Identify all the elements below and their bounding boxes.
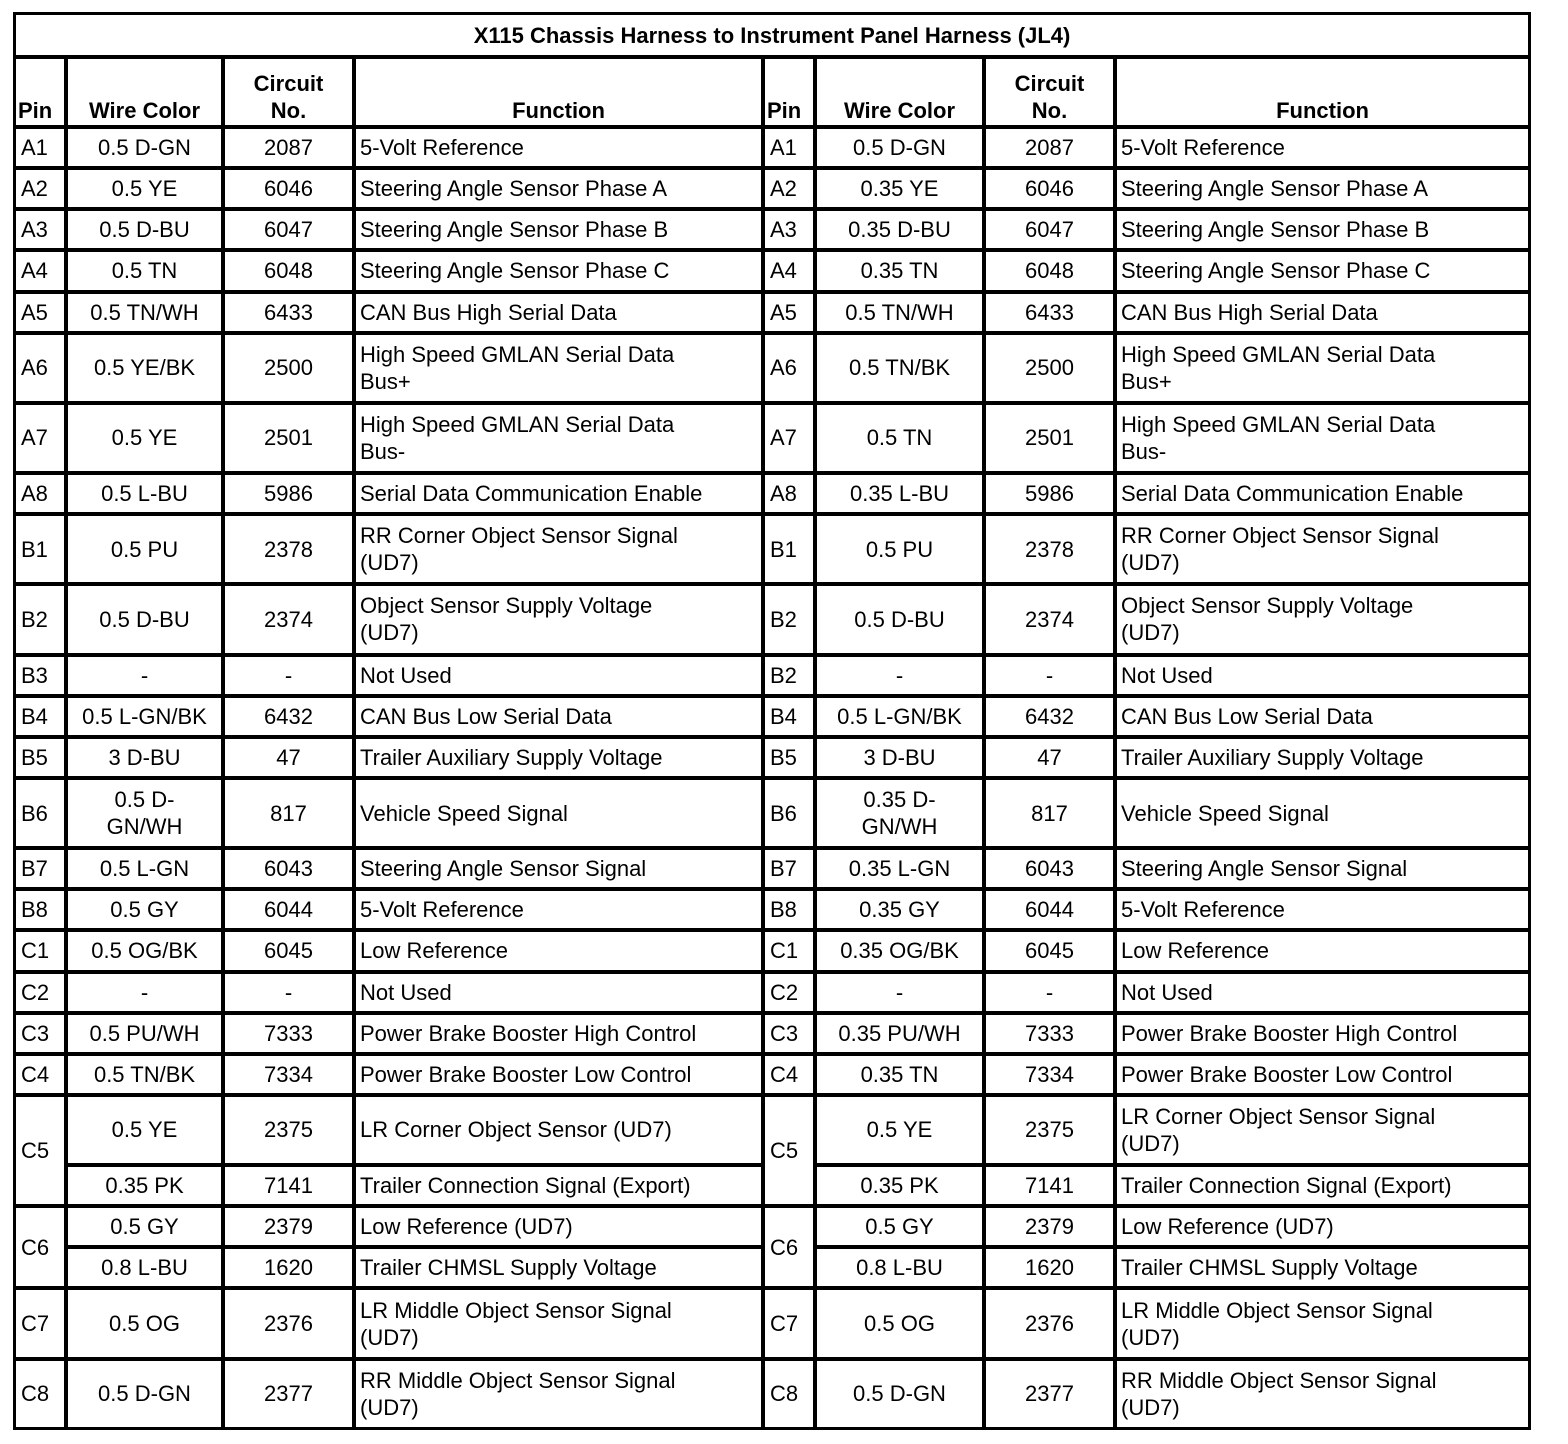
table-row [14, 1054, 1530, 1095]
right-function-cell: Low Reference (UD7) [1115, 1206, 1530, 1247]
left-pin-cell: A1 [14, 127, 66, 168]
right-circuit-no-cell: 2379 [984, 1206, 1115, 1247]
left-function-cell: Serial Data Communication Enable [354, 473, 763, 514]
right-function-cell: Trailer Connection Signal (Export) [1115, 1165, 1530, 1206]
right-circuit-no-cell: - [984, 972, 1115, 1013]
left-pin-cell: C4 [14, 1054, 66, 1095]
right-circuit-no-cell: 47 [984, 737, 1115, 778]
right-circuit-no-cell: 2501 [984, 403, 1115, 473]
right-wire-color-cell: 0.5 D-GN [815, 1359, 984, 1429]
right-pin-cell: C8 [763, 1359, 815, 1429]
pinout-rows [14, 127, 1530, 1429]
right-wire-color-cell: - [815, 972, 984, 1013]
left-circuit-no-cell: 47 [223, 737, 354, 778]
right-circuit-no-cell: 2500 [984, 333, 1115, 403]
left-wire-color-cell: 0.5 OG/BK [66, 930, 223, 971]
left-function-cell: Steering Angle Sensor Phase C [354, 250, 763, 291]
header-pin: Pin [14, 57, 66, 127]
left-pin-cell: A3 [14, 209, 66, 250]
left-function-cell: Vehicle Speed Signal [354, 778, 763, 848]
right-wire-color-cell: 0.35 L-BU [815, 473, 984, 514]
header-wire-color: Wire Color [815, 57, 984, 127]
right-function-cell: Power Brake Booster High Control [1115, 1013, 1530, 1054]
right-function-cell: LR Corner Object Sensor Signal (UD7) [1115, 1095, 1530, 1165]
left-function-cell: Object Sensor Supply Voltage (UD7) [354, 584, 763, 654]
table-row [14, 1359, 1530, 1429]
left-pin-cell: C7 [14, 1288, 66, 1358]
right-circuit-no-cell: 6044 [984, 889, 1115, 930]
right-wire-color-cell: 0.8 L-BU [815, 1247, 984, 1288]
right-wire-color-cell: 0.35 PU/WH [815, 1013, 984, 1054]
right-pin-cell: B2 [763, 655, 815, 696]
left-circuit-no-cell: 2376 [223, 1288, 354, 1358]
left-circuit-no-cell: 7334 [223, 1054, 354, 1095]
connector-pinout-table [13, 12, 1531, 1430]
right-circuit-no-cell: 6045 [984, 930, 1115, 971]
right-wire-color-cell: 0.35 GY [815, 889, 984, 930]
left-function-cell: High Speed GMLAN Serial Data Bus- [354, 403, 763, 473]
right-wire-color-cell: 0.5 D-BU [815, 584, 984, 654]
right-circuit-no-cell: 6432 [984, 696, 1115, 737]
right-pin-cell: B5 [763, 737, 815, 778]
right-wire-color-cell: 0.5 L-GN/BK [815, 696, 984, 737]
left-circuit-no-cell: 2379 [223, 1206, 354, 1247]
right-circuit-no-cell: 2378 [984, 514, 1115, 584]
left-function-cell: High Speed GMLAN Serial Data Bus+ [354, 333, 763, 403]
table-row [14, 778, 1530, 848]
left-wire-color-cell: 0.5 L-BU [66, 473, 223, 514]
left-pin-cell: B2 [14, 584, 66, 654]
right-function-cell: Steering Angle Sensor Phase C [1115, 250, 1530, 291]
right-circuit-no-cell: 2087 [984, 127, 1115, 168]
left-pin-cell: A2 [14, 168, 66, 209]
right-function-cell: Power Brake Booster Low Control [1115, 1054, 1530, 1095]
table-row [14, 584, 1530, 654]
right-circuit-no-cell: 7333 [984, 1013, 1115, 1054]
left-circuit-no-cell: 6048 [223, 250, 354, 291]
right-circuit-no-cell: 817 [984, 778, 1115, 848]
right-wire-color-cell: 0.5 TN/BK [815, 333, 984, 403]
left-circuit-no-cell: 7333 [223, 1013, 354, 1054]
table-row [14, 292, 1530, 333]
left-wire-color-cell: 0.5 TN/WH [66, 292, 223, 333]
right-pin-cell: C4 [763, 1054, 815, 1095]
left-pin-cell: A5 [14, 292, 66, 333]
table-row [14, 1095, 1530, 1165]
left-wire-color-cell: 0.35 PK [66, 1165, 223, 1206]
left-wire-color-cell: 0.5 L-GN/BK [66, 696, 223, 737]
right-circuit-no-cell: 7141 [984, 1165, 1115, 1206]
right-circuit-no-cell: 2375 [984, 1095, 1115, 1165]
table-row [14, 737, 1530, 778]
left-pin-cell: A4 [14, 250, 66, 291]
left-function-cell: Low Reference [354, 930, 763, 971]
right-pin-cell: A5 [763, 292, 815, 333]
left-wire-color-cell: 0.5 GY [66, 1206, 223, 1247]
table-row [14, 655, 1530, 696]
right-function-cell: 5-Volt Reference [1115, 127, 1530, 168]
right-function-cell: Steering Angle Sensor Phase A [1115, 168, 1530, 209]
left-circuit-no-cell: 2087 [223, 127, 354, 168]
left-wire-color-cell: 0.5 GY [66, 889, 223, 930]
table-row [14, 696, 1530, 737]
left-wire-color-cell: 0.5 OG [66, 1288, 223, 1358]
left-circuit-no-cell: 5986 [223, 473, 354, 514]
table-row [14, 473, 1530, 514]
table-row [14, 209, 1530, 250]
header-function: Function [354, 57, 763, 127]
left-function-cell: RR Middle Object Sensor Signal (UD7) [354, 1359, 763, 1429]
right-wire-color-cell: 0.35 TN [815, 1054, 984, 1095]
right-pin-cell: A1 [763, 127, 815, 168]
left-function-cell: Not Used [354, 655, 763, 696]
table-row [14, 127, 1530, 168]
left-circuit-no-cell: 6047 [223, 209, 354, 250]
right-function-cell: Not Used [1115, 972, 1530, 1013]
left-function-cell: LR Corner Object Sensor (UD7) [354, 1095, 763, 1165]
right-function-cell: High Speed GMLAN Serial Data Bus+ [1115, 333, 1530, 403]
table-row [14, 848, 1530, 889]
right-circuit-no-cell: 6043 [984, 848, 1115, 889]
header-wire-color: Wire Color [66, 57, 223, 127]
left-pin-cell: C1 [14, 930, 66, 971]
left-pin-cell: A6 [14, 333, 66, 403]
left-pin-cell: C5 [14, 1095, 66, 1206]
left-circuit-no-cell: 7141 [223, 1165, 354, 1206]
right-pin-cell: C5 [763, 1095, 815, 1206]
left-circuit-no-cell: 1620 [223, 1247, 354, 1288]
table-row [14, 972, 1530, 1013]
right-pin-cell: C2 [763, 972, 815, 1013]
right-wire-color-cell: 0.5 TN/WH [815, 292, 984, 333]
right-function-cell: Trailer CHMSL Supply Voltage [1115, 1247, 1530, 1288]
right-wire-color-cell: 0.5 GY [815, 1206, 984, 1247]
right-function-cell: Object Sensor Supply Voltage (UD7) [1115, 584, 1530, 654]
right-pin-cell: A2 [763, 168, 815, 209]
left-wire-color-cell: - [66, 655, 223, 696]
left-wire-color-cell: 0.5 PU [66, 514, 223, 584]
left-pin-cell: C2 [14, 972, 66, 1013]
table-title: X115 Chassis Harness to Instrument Panel Harness (JL4) [14, 13, 1530, 57]
right-pin-cell: B1 [763, 514, 815, 584]
left-function-cell: 5-Volt Reference [354, 889, 763, 930]
left-circuit-no-cell: 6046 [223, 168, 354, 209]
left-circuit-no-cell: 2501 [223, 403, 354, 473]
left-wire-color-cell: 0.5 D-BU [66, 584, 223, 654]
table-row [14, 1288, 1530, 1358]
right-pin-cell: B8 [763, 889, 815, 930]
left-function-cell: Trailer Connection Signal (Export) [354, 1165, 763, 1206]
table-row [14, 889, 1530, 930]
right-function-cell: Serial Data Communication Enable [1115, 473, 1530, 514]
left-pin-cell: A7 [14, 403, 66, 473]
right-wire-color-cell: 0.35 TN [815, 250, 984, 291]
left-function-cell: 5-Volt Reference [354, 127, 763, 168]
left-wire-color-cell: 0.5 YE [66, 403, 223, 473]
left-wire-color-cell: 3 D-BU [66, 737, 223, 778]
right-pin-cell: B4 [763, 696, 815, 737]
left-circuit-no-cell: - [223, 655, 354, 696]
right-wire-color-cell: 0.35 D-BU [815, 209, 984, 250]
right-circuit-no-cell: 6433 [984, 292, 1115, 333]
left-function-cell: Trailer CHMSL Supply Voltage [354, 1247, 763, 1288]
header-circuit-no: Circuit No. [223, 57, 354, 127]
right-function-cell: Steering Angle Sensor Phase B [1115, 209, 1530, 250]
right-wire-color-cell: 0.5 YE [815, 1095, 984, 1165]
right-wire-color-cell: 0.5 OG [815, 1288, 984, 1358]
left-function-cell: CAN Bus High Serial Data [354, 292, 763, 333]
left-wire-color-cell: 0.5 YE [66, 168, 223, 209]
left-pin-cell: B5 [14, 737, 66, 778]
left-circuit-no-cell: 817 [223, 778, 354, 848]
right-circuit-no-cell: 2376 [984, 1288, 1115, 1358]
header-function: Function [1115, 57, 1530, 127]
right-wire-color-cell: - [815, 655, 984, 696]
right-wire-color-cell: 0.5 PU [815, 514, 984, 584]
right-wire-color-cell: 0.5 TN [815, 403, 984, 473]
left-wire-color-cell: - [66, 972, 223, 1013]
right-function-cell: Steering Angle Sensor Signal [1115, 848, 1530, 889]
left-function-cell: CAN Bus Low Serial Data [354, 696, 763, 737]
left-circuit-no-cell: 2500 [223, 333, 354, 403]
right-pin-cell: A3 [763, 209, 815, 250]
left-function-cell: Power Brake Booster High Control [354, 1013, 763, 1054]
left-wire-color-cell: 0.5 D-BU [66, 209, 223, 250]
right-pin-cell: C6 [763, 1206, 815, 1288]
right-wire-color-cell: 0.35 PK [815, 1165, 984, 1206]
right-function-cell: High Speed GMLAN Serial Data Bus- [1115, 403, 1530, 473]
table-row [14, 403, 1530, 473]
right-pin-cell: B7 [763, 848, 815, 889]
right-circuit-no-cell: 7334 [984, 1054, 1115, 1095]
left-pin-cell: C8 [14, 1359, 66, 1429]
left-circuit-no-cell: 6044 [223, 889, 354, 930]
right-pin-cell: A6 [763, 333, 815, 403]
right-circuit-no-cell: 2374 [984, 584, 1115, 654]
left-pin-cell: B3 [14, 655, 66, 696]
left-function-cell: Power Brake Booster Low Control [354, 1054, 763, 1095]
left-pin-cell: B1 [14, 514, 66, 584]
right-circuit-no-cell: 5986 [984, 473, 1115, 514]
right-circuit-no-cell: 1620 [984, 1247, 1115, 1288]
right-pin-cell: A7 [763, 403, 815, 473]
left-circuit-no-cell: 2378 [223, 514, 354, 584]
right-wire-color-cell: 0.35 OG/BK [815, 930, 984, 971]
left-circuit-no-cell: 2377 [223, 1359, 354, 1429]
left-circuit-no-cell: - [223, 972, 354, 1013]
right-function-cell: RR Middle Object Sensor Signal (UD7) [1115, 1359, 1530, 1429]
left-function-cell: Not Used [354, 972, 763, 1013]
table-row [14, 250, 1530, 291]
table-row [14, 1013, 1530, 1054]
left-wire-color-cell: 0.5 TN [66, 250, 223, 291]
right-pin-cell: C3 [763, 1013, 815, 1054]
right-wire-color-cell: 0.5 D-GN [815, 127, 984, 168]
left-circuit-no-cell: 6433 [223, 292, 354, 333]
left-function-cell: Trailer Auxiliary Supply Voltage [354, 737, 763, 778]
right-wire-color-cell: 0.35 L-GN [815, 848, 984, 889]
right-function-cell: Not Used [1115, 655, 1530, 696]
right-pin-cell: B6 [763, 778, 815, 848]
right-function-cell: RR Corner Object Sensor Signal (UD7) [1115, 514, 1530, 584]
left-pin-cell: B8 [14, 889, 66, 930]
left-function-cell: RR Corner Object Sensor Signal (UD7) [354, 514, 763, 584]
right-pin-cell: C7 [763, 1288, 815, 1358]
right-function-cell: CAN Bus High Serial Data [1115, 292, 1530, 333]
left-pin-cell: B6 [14, 778, 66, 848]
left-wire-color-cell: 0.5 YE [66, 1095, 223, 1165]
left-wire-color-cell: 0.5 PU/WH [66, 1013, 223, 1054]
right-circuit-no-cell: - [984, 655, 1115, 696]
right-wire-color-cell: 0.35 D- GN/WH [815, 778, 984, 848]
left-wire-color-cell: 0.5 D-GN [66, 1359, 223, 1429]
table-row [14, 1206, 1530, 1247]
right-circuit-no-cell: 2377 [984, 1359, 1115, 1429]
right-wire-color-cell: 0.35 YE [815, 168, 984, 209]
right-function-cell: CAN Bus Low Serial Data [1115, 696, 1530, 737]
left-pin-cell: A8 [14, 473, 66, 514]
table-row [14, 930, 1530, 971]
right-pin-cell: C1 [763, 930, 815, 971]
right-circuit-no-cell: 6048 [984, 250, 1115, 291]
right-pin-cell: A4 [763, 250, 815, 291]
left-circuit-no-cell: 2375 [223, 1095, 354, 1165]
left-function-cell: Low Reference (UD7) [354, 1206, 763, 1247]
left-wire-color-cell: 0.8 L-BU [66, 1247, 223, 1288]
table-row [14, 514, 1530, 584]
table-row [14, 168, 1530, 209]
left-wire-color-cell: 0.5 D- GN/WH [66, 778, 223, 848]
left-wire-color-cell: 0.5 D-GN [66, 127, 223, 168]
header-circuit-no: Circuit No. [984, 57, 1115, 127]
left-function-cell: Steering Angle Sensor Signal [354, 848, 763, 889]
left-circuit-no-cell: 2374 [223, 584, 354, 654]
left-function-cell: Steering Angle Sensor Phase B [354, 209, 763, 250]
left-pin-cell: C3 [14, 1013, 66, 1054]
left-wire-color-cell: 0.5 YE/BK [66, 333, 223, 403]
left-pin-cell: C6 [14, 1206, 66, 1288]
left-circuit-no-cell: 6043 [223, 848, 354, 889]
left-pin-cell: B7 [14, 848, 66, 889]
right-pin-cell: A8 [763, 473, 815, 514]
left-circuit-no-cell: 6432 [223, 696, 354, 737]
right-circuit-no-cell: 6046 [984, 168, 1115, 209]
right-function-cell: Low Reference [1115, 930, 1530, 971]
right-function-cell: Trailer Auxiliary Supply Voltage [1115, 737, 1530, 778]
left-function-cell: Steering Angle Sensor Phase A [354, 168, 763, 209]
table-row [14, 333, 1530, 403]
left-circuit-no-cell: 6045 [223, 930, 354, 971]
left-wire-color-cell: 0.5 TN/BK [66, 1054, 223, 1095]
right-pin-cell: B2 [763, 584, 815, 654]
right-function-cell: 5-Volt Reference [1115, 889, 1530, 930]
left-function-cell: LR Middle Object Sensor Signal (UD7) [354, 1288, 763, 1358]
right-wire-color-cell: 3 D-BU [815, 737, 984, 778]
right-circuit-no-cell: 6047 [984, 209, 1115, 250]
right-function-cell: LR Middle Object Sensor Signal (UD7) [1115, 1288, 1530, 1358]
left-wire-color-cell: 0.5 L-GN [66, 848, 223, 889]
right-function-cell: Vehicle Speed Signal [1115, 778, 1530, 848]
header-pin: Pin [763, 57, 815, 127]
left-pin-cell: B4 [14, 696, 66, 737]
